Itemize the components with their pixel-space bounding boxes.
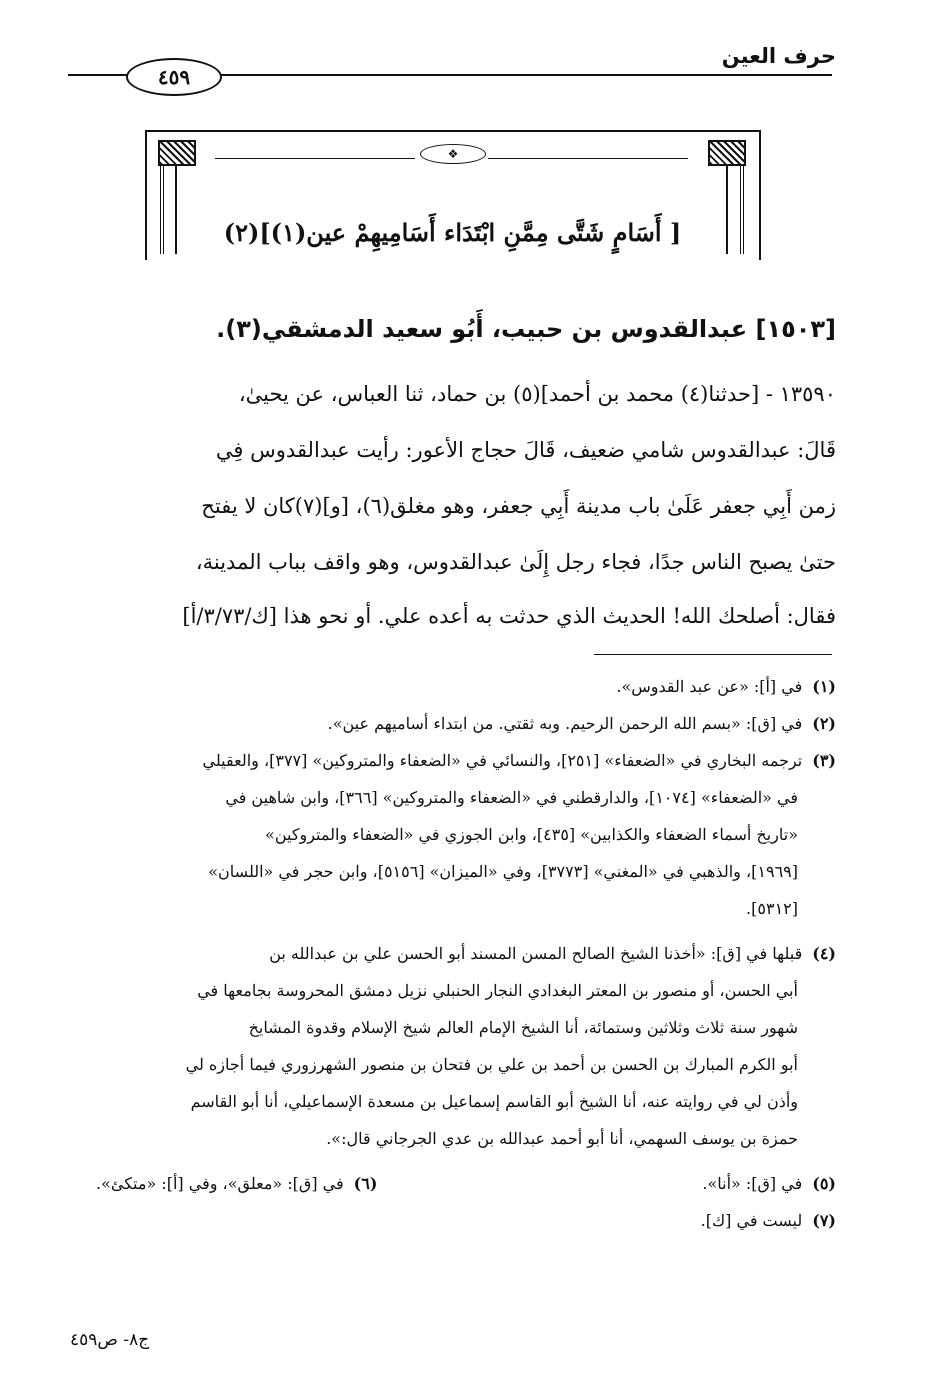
footnote-number: (٢)	[812, 714, 836, 733]
footnote-text: ليست في [ك].	[700, 1211, 803, 1230]
footnote-3	[203, 751, 836, 770]
footnote-number: (٤)	[812, 944, 836, 963]
footnote-text: حمزة بن يوسف السهمي، أنا أبو أحمد عبدالله بن عدي الجرجاني قال:».	[326, 1129, 798, 1148]
frame-line-right	[488, 158, 688, 159]
footnote-number: (٥)	[812, 1174, 836, 1193]
footnote-text: شهور سنة ثلاث وثلاثين وستمائة، أنا الشيخ الإمام العالم شيخ الإسلام وقدوة المشايخ	[248, 1018, 798, 1037]
main-text-line: حتىٰ يصبح الناس جدًا، فجاء رجل إِلَىٰ عبدالقدوس، وهو واقف بباب المدينة،	[195, 550, 836, 574]
footnote-number: (٦)	[353, 1174, 378, 1193]
footnote-text: في «الضعفاء» [١٠٧٤]، والدارقطني في «الضعفاء والمتروكين» [٣٦٦]، وابن شاهين في	[225, 788, 798, 807]
footnote-text: في [ق]: «أنا».	[702, 1174, 803, 1193]
footnote-7	[701, 1211, 836, 1230]
main-text-line: فقال: أصلحك الله! الحديث الذي حدثت به أعده علي. أو نحو هذا [ك/٣/٧٣/أ]	[182, 604, 836, 628]
footnote-rule	[594, 654, 832, 655]
footnote-text: في [ق]: «معلق»، وفي [أ]: «متكئ».	[96, 1174, 344, 1193]
pillar-right	[740, 166, 744, 254]
footnote-text: وأذن لي في روايته عنه، أنا الشيخ أبو القاسم إسماعيل بن مسعدة الإسماعيلي، أنا أبو القاسم	[190, 1092, 798, 1111]
frame-line-left	[215, 158, 415, 159]
footnote-text: ترجمه البخاري في «الضعفاء» [٢٥١]، والنسائي في «الضعفاء والمتروكين» [٣٧٧]، والعقيلي	[202, 751, 803, 770]
footnote-number: (١)	[812, 677, 836, 696]
footnote-6	[96, 1174, 377, 1193]
main-text-line: ١٣٥٩٠ - [حدثنا(٤) محمد بن أحمد](٥) بن حماد، ثنا العباس، عن يحيىٰ،	[238, 382, 836, 406]
footnote-text: قبلها في [ق]: «أخذنا الشيخ الصالح المسن المسند أبو الحسن علي بن عبدالله بن	[269, 944, 803, 963]
footnote-1	[616, 677, 836, 696]
footnote-text: [١٩٦٩]، والذهبي في «المغني» [٣٧٧٣]، وفي «الميزان» [٥١٥٦]، وابن حجر في «اللسان»	[208, 862, 798, 881]
footnote-text: في [ق]: «بسم الله الرحمن الرحيم. وبه ثقتي. من ابتداء أساميهم عين».	[327, 714, 803, 733]
center-ornament-icon: ❖	[420, 144, 486, 164]
main-text-line: زمن أَبِي جعفر عَلَىٰ باب مدينة أَبِي جعفر، وهو مغلق(٦)، [و](٧)كان لا يفتح	[201, 494, 836, 518]
section-title: [ أَسَامٍ شَتَّى مِمَّنِ ابْتَدَاء أَسَامِيهِمْ عين(١)](٢)	[223, 218, 682, 247]
footnote-text: [٥٣١٢].	[746, 899, 798, 918]
footnote-4	[269, 944, 836, 963]
volume-page-reference: ج٨- ص٤٥٩	[70, 1330, 150, 1350]
footnote-5	[702, 1174, 836, 1193]
footnote-2	[328, 714, 836, 733]
footnote-text: في [أ]: «عن عبد القدوس».	[616, 677, 803, 696]
pillar-left	[160, 166, 164, 254]
footnote-text: «تاريخ أسماء الضعفاء والكذابين» [٤٣٥]، وابن الجوزي في «الضعفاء والمتروكين»	[265, 825, 798, 844]
footnote-text: أبو الكرم المبارك بن الحسن بن أحمد بن علي بن فتحان بن منصور الشهرزوري فيما أجازه لي	[185, 1055, 798, 1074]
footnote-number: (٣)	[812, 751, 836, 770]
main-text-line: قَالَ: عبدالقدوس شامي ضعيف، قَالَ حجاج الأعور: رأيت عبدالقدوس فِي	[215, 438, 836, 462]
footnote-number: (٧)	[812, 1211, 836, 1230]
chapter-title: حرف العين	[721, 44, 836, 68]
footnote-text: أبي الحسن، أو منصور بن المعتر البغدادي النجار الحنبلي نزيل دمشق المحروسة بجامعها في	[197, 981, 798, 1000]
ornament-left-icon	[158, 140, 196, 166]
ornament-right-icon	[708, 140, 746, 166]
page-number-badge: ٤٥٩	[126, 58, 222, 96]
entry-heading: [١٥٠٣] عبدالقدوس بن حبيب، أَبُو سعيد الدمشقي(٣).	[216, 315, 836, 343]
